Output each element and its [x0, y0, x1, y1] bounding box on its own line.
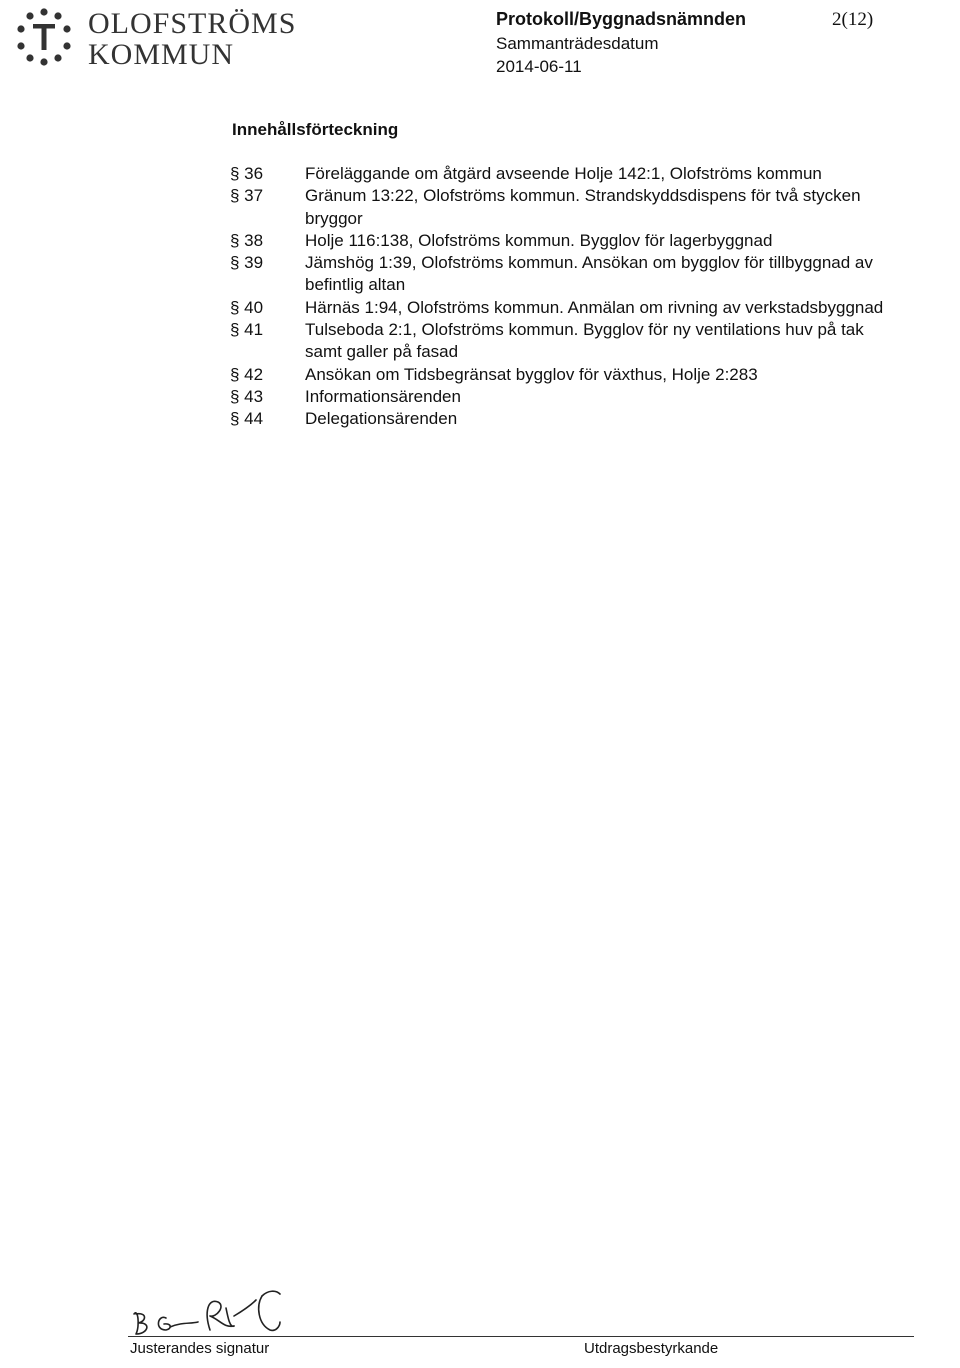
- toc-item-number: § 38: [230, 230, 264, 250]
- toc-item-number: § 36: [230, 164, 264, 183]
- toc-item-number: § 40: [230, 297, 264, 317]
- toc-item-title: Delegationsärenden: [305, 409, 458, 429]
- toc-item: [230, 319, 960, 364]
- meeting-date-label: Sammanträdesdatum: [496, 34, 659, 53]
- table-of-contents: [230, 163, 960, 431]
- toc-item-number: § 44: [230, 409, 264, 429]
- toc-item-title: Gränum 13:22, Olofströms kommun. Strandskyddsdispens för två stycken bryggor: [305, 186, 861, 228]
- extract-certification-label: Utdragsbestyrkande: [584, 1340, 719, 1357]
- toc-item-title: Informationsärenden: [305, 386, 461, 406]
- toc-item: [230, 408, 960, 430]
- toc-item-title: Ansökan om Tidsbegränsat bygglov för växthus, Holje 2:283: [305, 364, 758, 384]
- toc-item-number: § 41: [230, 320, 264, 340]
- handwritten-initials: [130, 1278, 300, 1343]
- logo-emblem-icon: [6, 4, 82, 68]
- page-number: 2(12): [832, 9, 874, 30]
- toc-item-number: § 37: [230, 186, 264, 206]
- toc-item: [230, 230, 960, 252]
- toc-item-title: Härnäs 1:94, Olofströms kommun. Anmälan om rivning av verkstadsbyggnad: [305, 297, 884, 317]
- toc-item-title: Föreläggande om åtgärd avseende Holje 142:1, Olofströms kommun: [305, 164, 822, 183]
- toc-item-number: § 42: [230, 364, 264, 384]
- toc-item: [230, 297, 960, 319]
- signature-label: Justerandes signatur: [130, 1340, 270, 1357]
- municipality-logo: [6, 4, 406, 71]
- document-title: Protokoll/Byggnadsnämnden: [496, 9, 747, 29]
- toc-heading: Innehållsförteckning: [232, 120, 399, 139]
- toc-item: [230, 386, 960, 408]
- toc-item-number: § 39: [230, 253, 264, 273]
- toc-item-title: Jämshög 1:39, Olofströms kommun. Ansökan om bygglov för tillbyggnad av befintlig altan: [305, 253, 873, 295]
- toc-item-number: § 43: [230, 386, 264, 406]
- signature-line: [128, 1336, 914, 1337]
- logo-text-line2: KOMMUN: [88, 38, 235, 71]
- toc-item-title: Holje 116:138, Olofströms kommun. Bygglov för lagerbyggnad: [305, 230, 773, 250]
- logo-text-line1: OLOFSTRÖMS: [88, 7, 297, 40]
- meeting-date: 2014-06-11: [496, 57, 582, 76]
- toc-item: [230, 185, 960, 230]
- toc-item: [230, 252, 960, 297]
- toc-item: [230, 364, 960, 386]
- toc-item-title: Tulseboda 2:1, Olofströms kommun. Bygglov för ny ventilations huv på tak samt galler på fasad: [305, 320, 864, 362]
- toc-item: [230, 163, 960, 185]
